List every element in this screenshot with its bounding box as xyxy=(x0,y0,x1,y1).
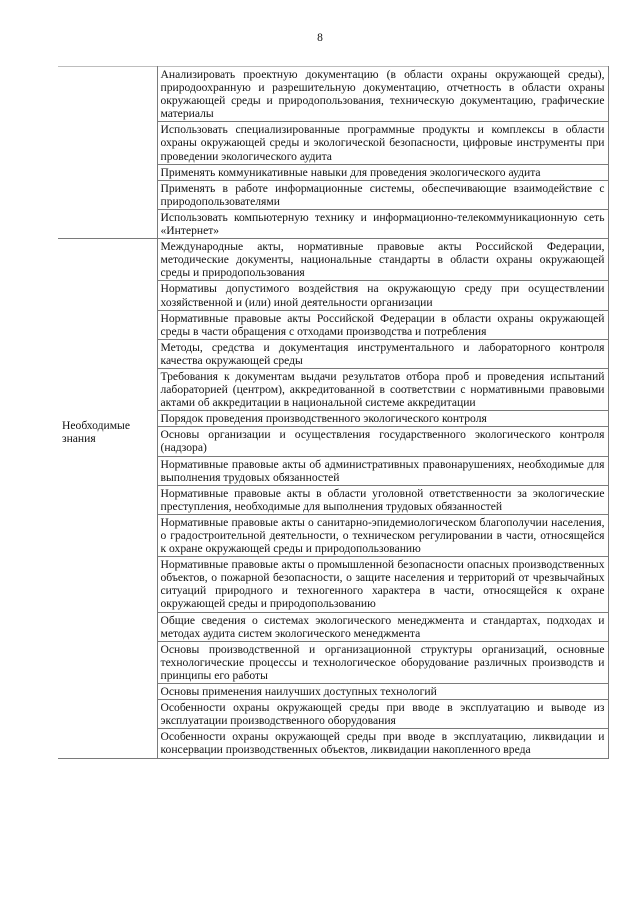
skill-item: Использовать специализированные программные продукты и комплексы в области охраны окружающей среды и экологической безопасности, цифровые инструменты при проведении экологического аудита xyxy=(157,122,608,164)
knowledge-item: Общие сведения о системах экологического менеджмента и стандартах, подходах и методах аудита систем экологического менеджмента xyxy=(157,612,608,641)
knowledge-item: Особенности охраны окружающей среды при вводе в эксплуатацию, ликвидации и консервации производственных объектов, ликвидации накопленного вреда xyxy=(157,729,608,758)
page-number: 8 xyxy=(317,32,323,44)
knowledge-item: Основы производственной и организационной структуры организаций, основные технологические процессы и технологическое оборудование различных производств и принципы его работы xyxy=(157,641,608,683)
knowledge-item: Порядок проведения производственного экологического контроля xyxy=(157,411,608,427)
knowledge-item: Нормативные правовые акты о промышленной безопасности опасных производственных объектов, о пожарной безопасности, о защите населения и территорий от чрезвычайных ситуаций природного и техногенного характера в части, относящейся к охране окружающей среды и природопользованию xyxy=(157,557,608,612)
knowledge-item: Международные акты, нормативные правовые акты Российской Федерации, методические документы, национальные стандарты в области охраны окружающей среды и природопользования xyxy=(157,239,608,281)
knowledge-item: Требования к документам выдачи результатов отбора проб и проведения испытаний лабораторией (центром), аккредитованной в соответствии с нормативными правовыми актами об аккредитации в национальной системе аккредитации xyxy=(157,368,608,410)
table-row xyxy=(58,67,608,122)
knowledge-item: Основы применения наилучших доступных технологий xyxy=(157,684,608,700)
knowledge-item: Нормативные правовые акты о санитарно-эпидемиологическом благополучии населения, о градостроительной деятельности, о техническом регулировании в части, относящейся к охране окружающей среды и природопользованию xyxy=(157,514,608,556)
skills-label-cell xyxy=(58,67,157,239)
knowledge-item: Нормативные правовые акты об административных правонарушениях, необходимые для выполнения трудовых обязанностей xyxy=(157,456,608,485)
knowledge-item: Методы, средства и документация инструментального и лабораторного контроля качества окружающей среды xyxy=(157,339,608,368)
competency-table xyxy=(58,66,609,759)
skill-item: Применять коммуникативные навыки для проведения экологического аудита xyxy=(157,164,608,180)
table-row xyxy=(58,239,608,281)
skill-item: Применять в работе информационные системы, обеспечивающие взаимодействие с природопользователями xyxy=(157,180,608,209)
knowledge-item: Нормативные правовые акты Российской Федерации в области охраны окружающей среды в части обращения с отходами производства и потребления xyxy=(157,310,608,339)
knowledge-item: Нормативные правовые акты в области уголовной ответственности за экологические преступления, необходимые для выполнения трудовых обязанностей xyxy=(157,485,608,514)
knowledge-item: Основы организации и осуществления государственного экологического контроля (надзора) xyxy=(157,427,608,456)
skill-item: Анализировать проектную документацию (в области охраны окружающей среды), природоохранную и разрешительную документацию, отчетность в области охраны окружающей среды и природопользования, техническую документацию, графические материалы xyxy=(157,67,608,122)
knowledge-item: Нормативы допустимого воздействия на окружающую среду при осуществлении хозяйственной и (или) иной деятельности организации xyxy=(157,281,608,310)
knowledge-item: Особенности охраны окружающей среды при вводе в эксплуатацию и выводе из эксплуатации производственного оборудования xyxy=(157,700,608,729)
skill-item: Использовать компьютерную технику и информационно-телекоммуникационную сеть «Интернет» xyxy=(157,209,608,238)
knowledge-label: Необходимые знания xyxy=(58,239,157,758)
